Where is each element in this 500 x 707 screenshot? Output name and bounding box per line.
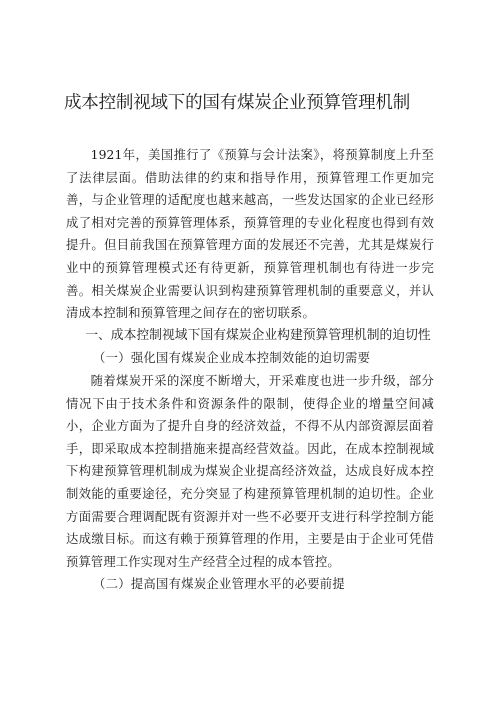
document-title: 成本控制视域下的国有煤炭企业预算管理机制: [64, 93, 410, 113]
section-heading-1: 一、成本控制视域下国有煤炭企业构建预算管理机制的迫切性: [85, 327, 431, 343]
subsection-heading-1: （一）强化国有煤炭企业成本控制效能的迫切需要: [93, 351, 371, 366]
document-body: [66, 144, 434, 596]
intro-paragraph: 1921年，美国推行了《预算与会计法案》，将预算制度上升至了法律层面。借助法律的约束和指导作用，预算管理工作更加完善，与企业管理的适配度也越来越高，一些发达国家的企业已经形成了相对完善的预算管理体系，预算管理的专业化程度也得到有效提升。但目前我国在预算管理方面的发展还不完善，尤其是煤炭行业中的预算管理模式还有待更新，预算管理机制也有待进一步完善。相关煤炭企业需要认识到构建预算管理机制的重要意义，并认清成本控制和预算管理之间存在的密切联系。: [66, 148, 434, 321]
subsection-heading-2: （二）提高国有煤炭企业管理水平的必要前提: [93, 577, 345, 592]
subsection-1-paragraph: 随着煤炭开采的深度不断增大，开采难度也进一步升级，部分情况下由于技术条件和资源条件的限制，使得企业的增量空间减小，企业方面为了提升自身的经济效益，不得不从内部资源层面着手，即采取成本控制措施来提高经营效益。因此，在成本控制视域下构建预算管理机制成为煤炭企业提高经济效益，达成良好成本控制效能的重要途径，充分突显了构建预算管理机制的迫切性。企业方面需要合理调配既有资源并对一些不必要开支进行科学控制方能达成缴目标。而这有赖于预算管理的作用，主要是由于企业可凭借预算管理工作实现对生产经营全过程的成本管控。: [66, 373, 434, 569]
